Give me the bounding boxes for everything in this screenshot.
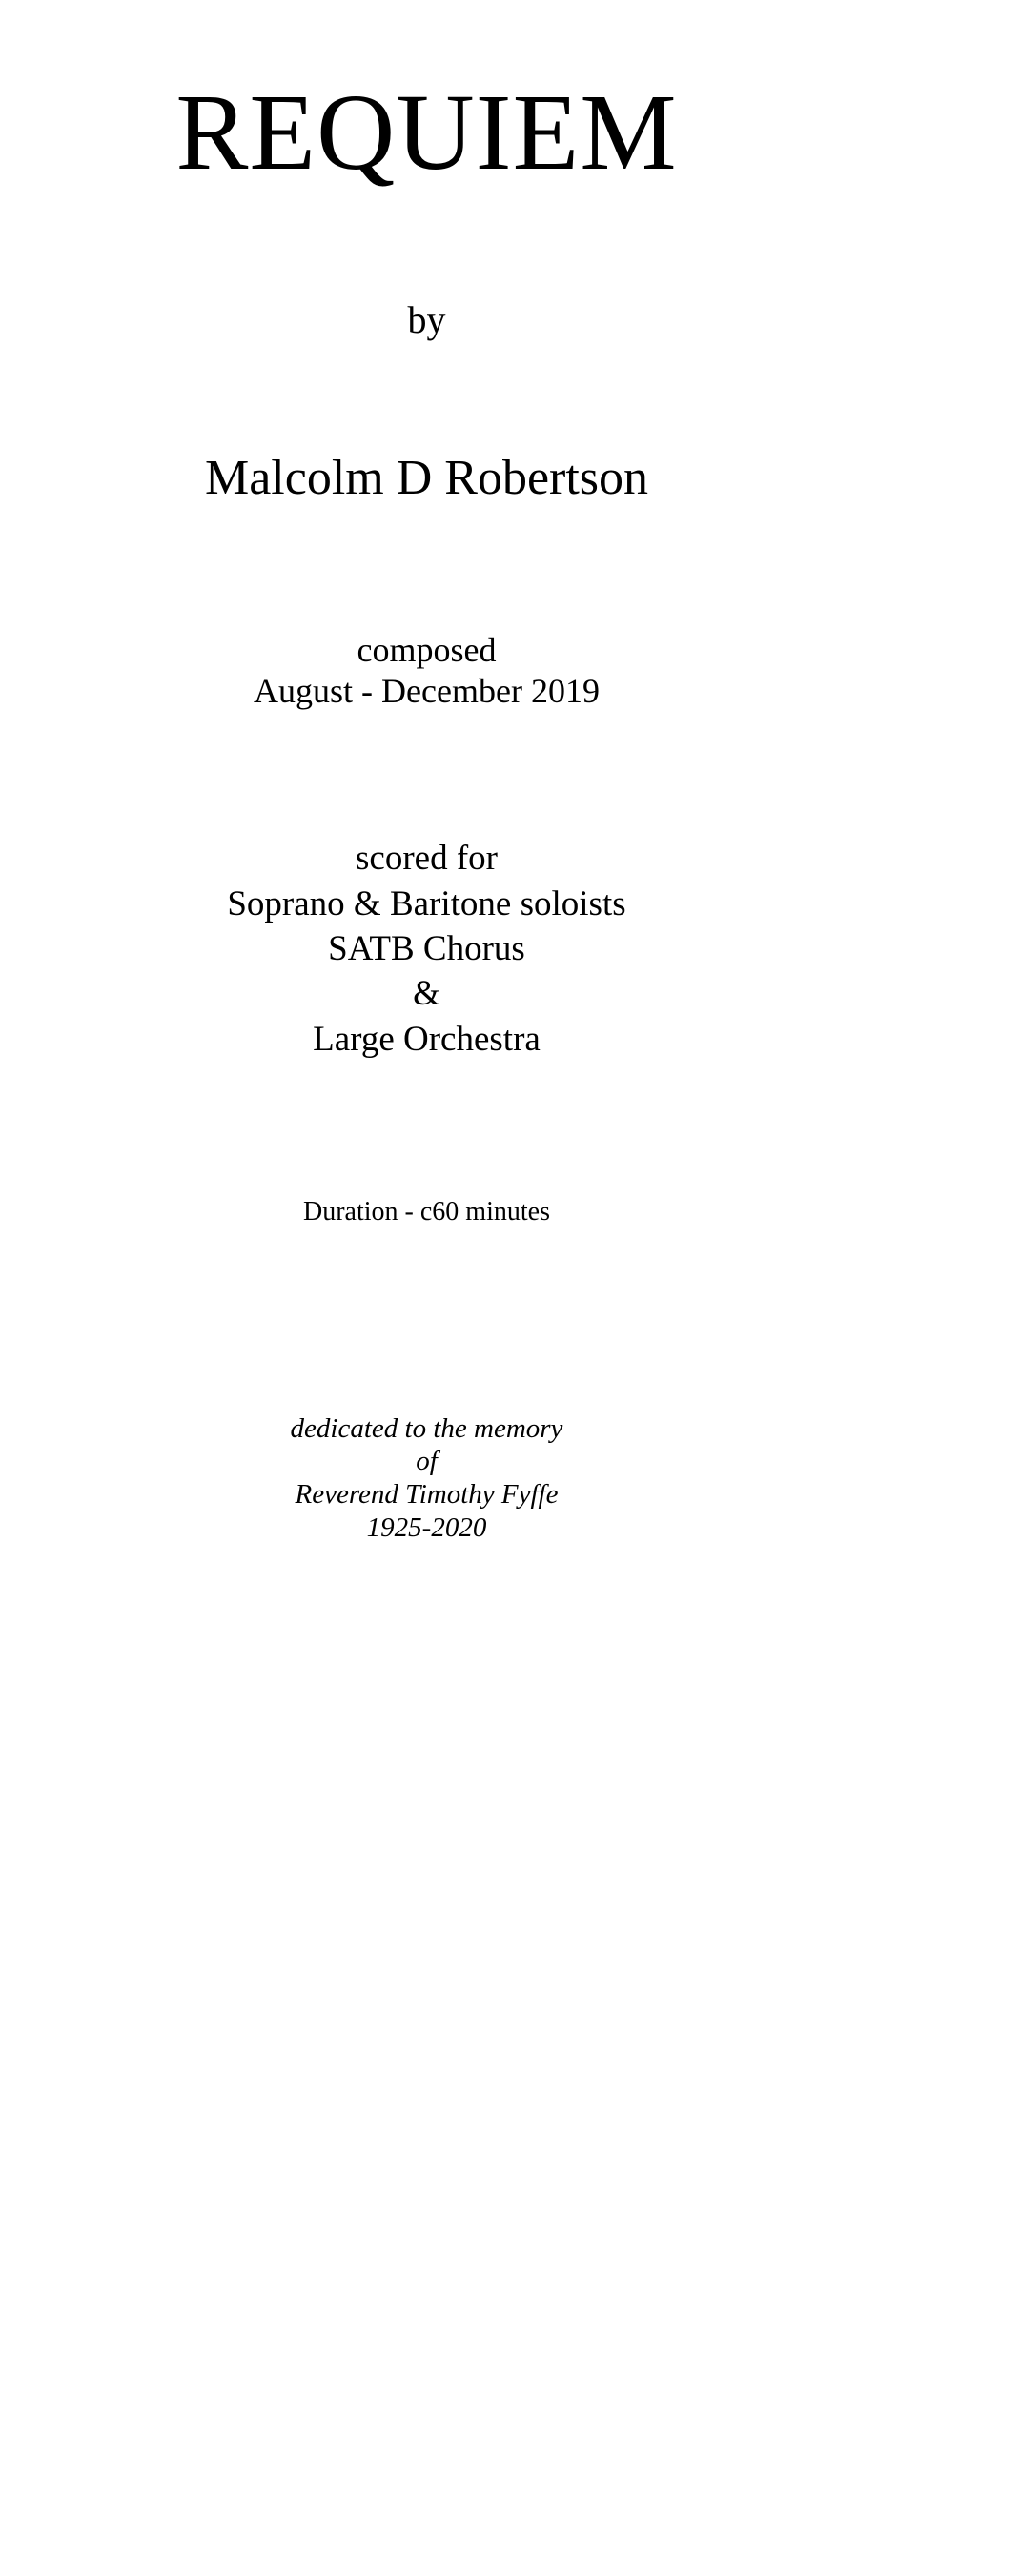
duration-text: Duration - c60 minutes (303, 1197, 550, 1227)
composition-dates: August - December 2019 (254, 672, 600, 710)
scoring-line-soloists: Soprano & Baritone soloists (227, 884, 626, 923)
work-title: REQUIEM (175, 71, 678, 193)
by-line: by (407, 298, 446, 341)
dedication-line: Reverend Timothy Fyffe (295, 1479, 559, 1510)
scoring-line-ampersand: & (413, 974, 440, 1013)
dedication-line: of (416, 1446, 438, 1476)
dedication-line: dedicated to the memory (290, 1413, 563, 1444)
scoring-line-orchestra: Large Orchestra (313, 1020, 541, 1059)
composer-name: Malcolm D Robertson (204, 451, 649, 505)
scored-for-label: scored for (356, 839, 498, 878)
scoring-line-chorus: SATB Chorus (328, 929, 525, 968)
dedication-line: 1925-2020 (366, 1512, 487, 1543)
composed-label: composed (357, 631, 497, 669)
